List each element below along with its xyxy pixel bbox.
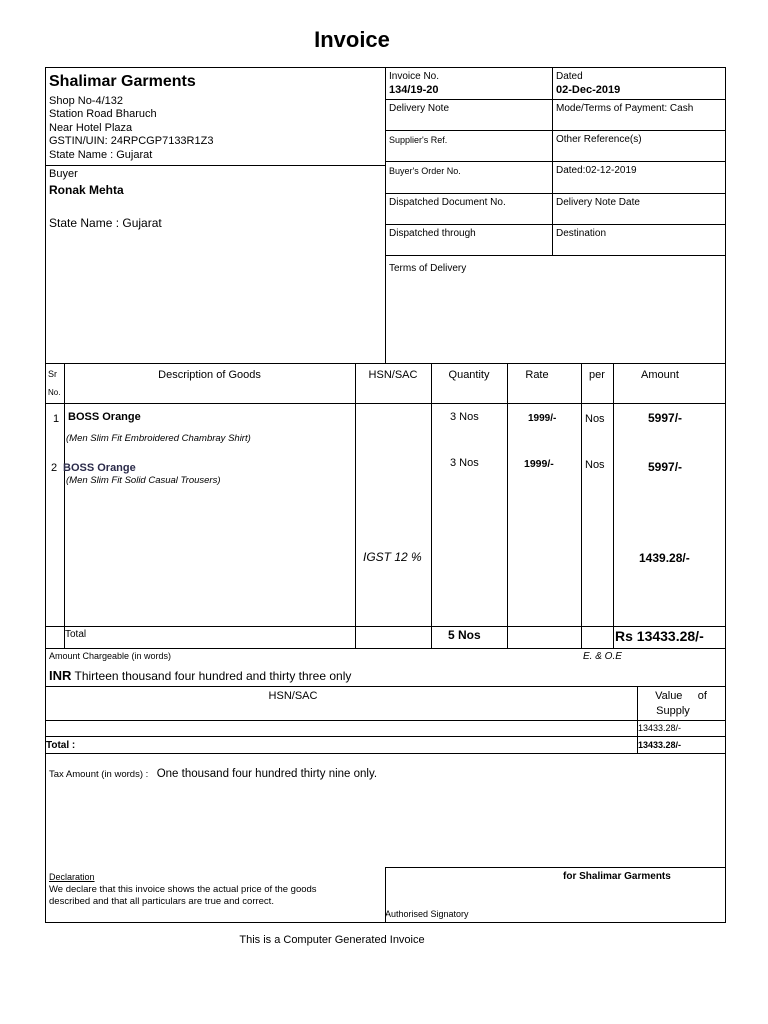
col-amount: Amount	[641, 369, 679, 381]
total-label: Total	[65, 629, 87, 640]
item-sr: 1	[53, 413, 60, 425]
supplier-ref: Supplier's Ref.	[389, 135, 448, 145]
item-amount: 5997/-	[648, 411, 683, 425]
buyer-order-no: Buyer's Order No.	[389, 166, 461, 176]
payment-terms: Mode/Terms of Payment: Cash	[556, 103, 694, 114]
item-detail: (Men Slim Fit Solid Casual Trousers)	[66, 475, 221, 486]
item-amount: 5997/-	[648, 460, 683, 474]
seller-name: Shalimar Garments	[49, 73, 196, 90]
for-company: for Shalimar Garments	[563, 871, 671, 882]
terms-of-delivery: Terms of Delivery	[389, 263, 467, 274]
amount-words-text: Thirteen thousand four hundred and thirty three only	[74, 669, 352, 683]
hsn-row-value: 13433.28/-	[638, 723, 682, 733]
item-detail: (Men Slim Fit Embroidered Chambray Shirt)	[66, 433, 251, 444]
col-no: No.	[48, 388, 61, 397]
item-per: Nos	[585, 459, 605, 471]
tax-amount-in-words	[49, 765, 377, 781]
value-header: Value of	[655, 690, 707, 702]
col-per: per	[589, 369, 605, 381]
tax-words-text: One thousand four hundred thirty nine only.	[156, 768, 378, 780]
hsn-total-label: Total :	[46, 740, 76, 751]
col-sr: Sr	[48, 369, 57, 379]
col-hsn: HSN/SAC	[368, 369, 418, 381]
seller-gstin: GSTIN/UIN: 24RPCGP7133R1Z3	[49, 135, 214, 147]
buyer-order-date: Dated:02-12-2019	[556, 165, 637, 176]
footer-note: This is a Computer Generated Invoice	[239, 934, 425, 946]
page-title: Invoice	[314, 27, 390, 52]
item-name: BOSS Orange	[68, 411, 141, 423]
item-rate: 1999/-	[524, 458, 554, 470]
dispatch-doc-no: Dispatched Document No.	[389, 197, 506, 208]
authorised-signatory: Authorised Signatory	[385, 909, 469, 919]
item-name: BOSS Orange	[63, 462, 136, 474]
declaration-line: We declare that this invoice shows the actual price of the goods	[49, 884, 317, 895]
invoice-no: 134/19-20	[389, 84, 439, 96]
item-per: Nos	[585, 413, 605, 425]
tax-label: IGST 12 %	[363, 550, 422, 564]
seller-address-line: Near Hotel Plaza	[49, 122, 133, 134]
declaration-line: described and that all particulars are true and correct.	[49, 896, 274, 907]
item-qty: 3 Nos	[450, 457, 479, 469]
seller-address-line: Shop No-4/132	[49, 95, 123, 107]
delivery-note-date: Delivery Note Date	[556, 197, 640, 208]
delivery-note: Delivery Note	[389, 103, 450, 114]
invoice-date: 02-Dec-2019	[556, 84, 621, 96]
tax-amount: 1439.28/-	[639, 551, 690, 565]
seller-address-line: Station Road Bharuch	[49, 108, 157, 120]
total-amount: Rs 13433.28/-	[615, 628, 704, 644]
item-sr: 2	[51, 462, 58, 474]
item-rate: 1999/-	[528, 413, 557, 424]
dispatched-through: Dispatched through	[389, 228, 476, 239]
hsn-total-value: 13433.28/-	[638, 740, 682, 750]
invoice-no-label: Invoice No.	[389, 71, 440, 82]
hsn-header: HSN/SAC	[268, 690, 318, 702]
value-header-supply: Supply	[656, 705, 690, 717]
buyer-name: Ronak Mehta	[49, 183, 124, 197]
col-quantity: Quantity	[448, 369, 490, 381]
destination: Destination	[556, 228, 607, 239]
dated-label: Dated	[556, 71, 583, 82]
buyer-label: Buyer	[49, 168, 78, 180]
col-rate: Rate	[525, 369, 549, 381]
buyer-state: State Name : Gujarat	[49, 216, 162, 230]
col-description: Description of Goods	[158, 369, 261, 381]
tax-words-label: Tax Amount (in words) :	[49, 769, 149, 780]
amount-words-line	[49, 669, 351, 682]
currency-label: INR	[49, 668, 72, 683]
seller-state: State Name : Gujarat	[49, 149, 153, 161]
other-ref: Other Reference(s)	[556, 134, 642, 145]
declaration-label: Declaration	[49, 872, 95, 882]
eoe-label: E. & O.E	[583, 651, 622, 662]
amount-words-label: Amount Chargeable (in words)	[49, 651, 172, 661]
item-qty: 3 Nos	[450, 411, 479, 423]
total-quantity: 5 Nos	[448, 628, 481, 642]
